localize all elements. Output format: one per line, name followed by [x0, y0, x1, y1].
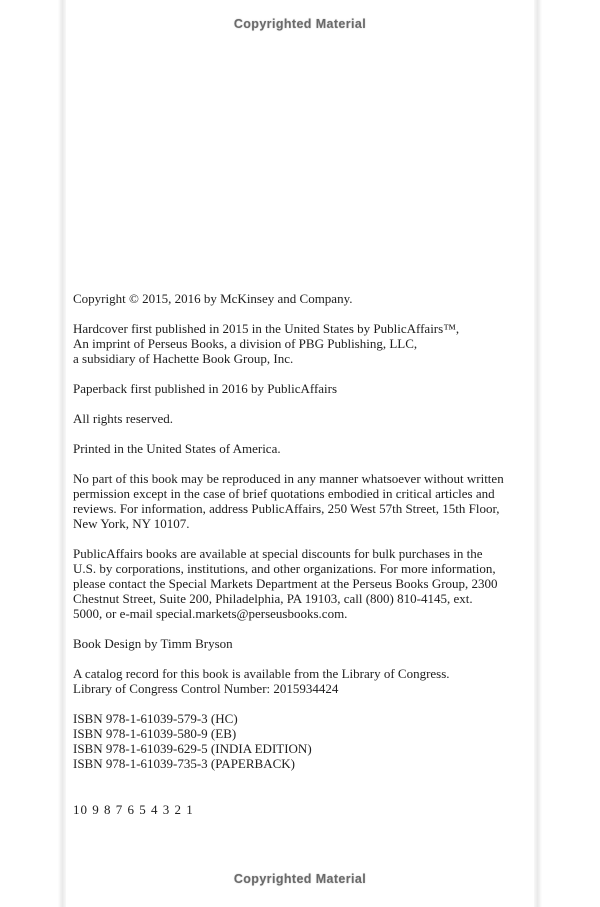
- copyrighted-material-watermark-top: Copyrighted Material: [233, 17, 367, 31]
- paragraph-paperback-publication: [73, 381, 533, 396]
- text-line: please contact the Special Markets Department at the Perseus Books Group, 2300: [73, 576, 498, 591]
- text-line: Book Design by Timm Bryson: [73, 636, 233, 651]
- text-line: Hardcover first published in 2015 in the United States by PublicAffairs™,: [73, 321, 460, 336]
- text-line: Library of Congress Control Number: 2015934424: [73, 681, 339, 696]
- text-line: 5000, or e-mail special.markets@perseusbooks.com.: [73, 606, 348, 621]
- isbn-line: ISBN 978-1-61039-580-9 (EB): [73, 726, 237, 741]
- text-line: No part of this book may be reproduced in any manner whatsoever without written: [73, 471, 504, 486]
- text-line: Printed in the United States of America.: [73, 441, 281, 456]
- text-line: A catalog record for this book is available from the Library of Congress.: [73, 666, 450, 681]
- page-edge-right: [534, 0, 542, 907]
- copyright-text-block: [73, 291, 533, 832]
- isbn-line: ISBN 978-1-61039-579-3 (HC): [73, 711, 238, 726]
- text-line: U.S. by corporations, institutions, and other organizations. For more information,: [73, 561, 496, 576]
- text-line: Copyright © 2015, 2016 by McKinsey and Company.: [73, 291, 353, 306]
- text-line: permission except in the case of brief quotations embodied in critical articles and: [73, 486, 495, 501]
- text-line: Paperback first published in 2016 by PublicAffairs: [73, 381, 338, 396]
- text-line: An imprint of Perseus Books, a division of PBG Publishing, LLC,: [73, 336, 418, 351]
- paragraph-library-of-congress: [73, 666, 533, 696]
- printers-key-line: 10 9 8 7 6 5 4 3 2 1: [73, 802, 194, 817]
- paragraph-hardcover-publication: [73, 321, 533, 366]
- paragraph-rights-reserved: [73, 411, 533, 426]
- paragraph-bulk-purchase-info: [73, 546, 533, 621]
- text-line: PublicAffairs books are available at special discounts for bulk purchases in the: [73, 546, 483, 561]
- copyrighted-material-watermark-bottom: Copyrighted Material: [233, 872, 367, 886]
- text-line: a subsidiary of Hachette Book Group, Inc.: [73, 351, 294, 366]
- text-line: New York, NY 10107.: [73, 516, 190, 531]
- paragraph-reproduction-notice: [73, 471, 533, 531]
- isbn-line: ISBN 978-1-61039-735-3 (PAPERBACK): [73, 756, 295, 771]
- text-line: Chestnut Street, Suite 200, Philadelphia, PA 19103, call (800) 810-4145, ext.: [73, 591, 473, 606]
- text-line: All rights reserved.: [73, 411, 174, 426]
- text-line: reviews. For information, address PublicAffairs, 250 West 57th Street, 15th Floor,: [73, 501, 500, 516]
- paragraph-isbn-list: [73, 711, 533, 771]
- isbn-line: ISBN 978-1-61039-629-5 (INDIA EDITION): [73, 741, 312, 756]
- page-edge-left: [58, 0, 66, 907]
- paragraph-printed-in: [73, 441, 533, 456]
- paragraph-copyright-notice: [73, 291, 533, 306]
- paragraph-book-design: [73, 636, 533, 651]
